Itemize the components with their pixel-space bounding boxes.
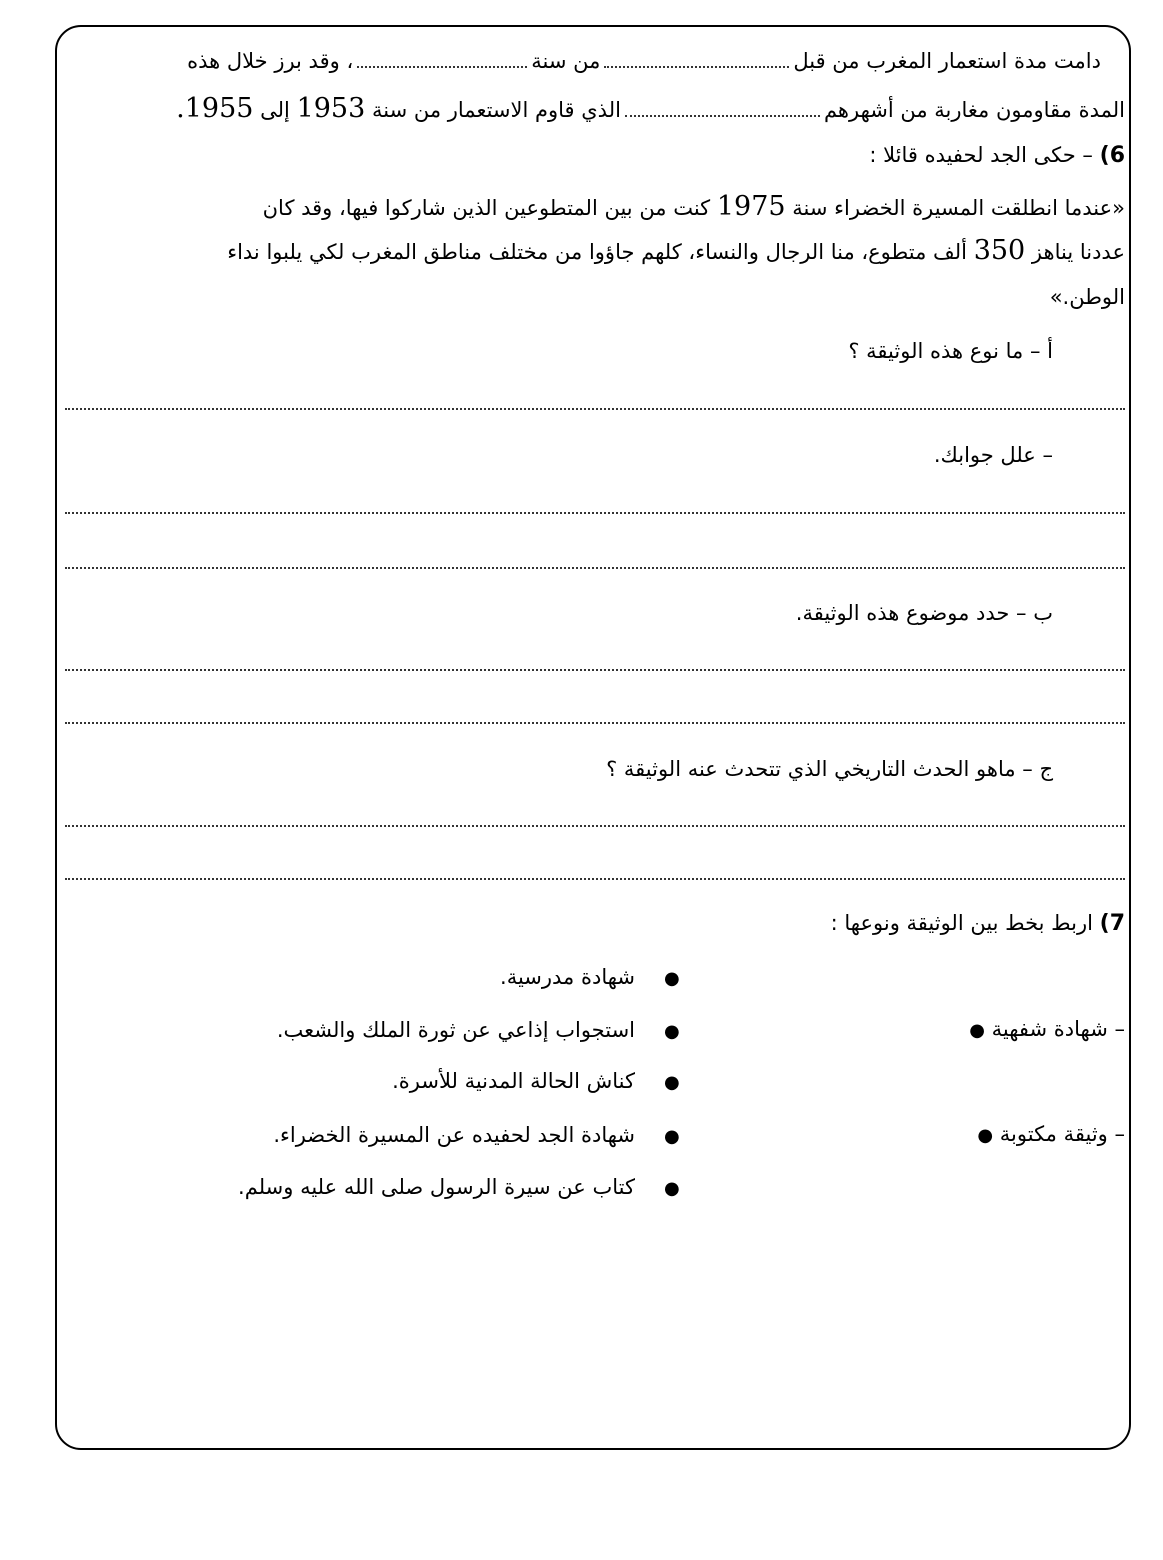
answer-line-a2-1[interactable] bbox=[65, 512, 1125, 514]
sub-question-a: أ – ما نوع هذه الوثيقة ؟ bbox=[848, 339, 1053, 363]
sub-question-a-justify: – علل جوابك. bbox=[933, 443, 1053, 467]
quote-line-1 bbox=[263, 192, 1125, 223]
intro-text-2b: الذي قاوم الاستعمار من سنة bbox=[371, 98, 621, 122]
quote-line-2 bbox=[227, 236, 1125, 267]
doc-bullet-4[interactable]: ● bbox=[664, 1126, 680, 1147]
intro-text-1b: من سنة bbox=[531, 49, 601, 73]
year-end: 1955. bbox=[176, 93, 254, 124]
quote-number: 350 bbox=[973, 235, 1026, 266]
quote-text-1b: كنت من بين المتطوعين الذين شاركوا فيها، وقد كان bbox=[262, 196, 711, 220]
intro-text-1c: ، وقد برز خلال هذه bbox=[187, 49, 354, 73]
intro-text-2a: المدة مقاومون مغاربة من أشهرهم bbox=[823, 98, 1125, 122]
answer-line-c-2[interactable] bbox=[65, 878, 1125, 880]
doc-item-5: كتاب عن سيرة الرسول صلى الله عليه وسلم. bbox=[238, 1175, 635, 1199]
answer-line-b-1[interactable] bbox=[65, 669, 1125, 671]
quote-text-3: الوطن.» bbox=[1049, 285, 1125, 309]
q6-heading bbox=[869, 140, 1125, 171]
quote-text-2a: عددنا يناهز bbox=[1031, 240, 1125, 264]
doc-item-1: شهادة مدرسية. bbox=[500, 965, 635, 989]
intro-text-2to: إلى bbox=[260, 98, 290, 122]
q7-title: اربط بخط بين الوثيقة ونوعها : bbox=[830, 911, 1093, 935]
doc-item-4: شهادة الجد لحفيده عن المسيرة الخضراء. bbox=[273, 1123, 635, 1147]
q7-heading bbox=[831, 908, 1125, 939]
type-bullet-1[interactable]: ● bbox=[969, 1020, 985, 1041]
year-start: 1953 bbox=[296, 93, 366, 124]
doc-bullet-3[interactable]: ● bbox=[664, 1072, 680, 1093]
q6-number: 6) bbox=[1099, 143, 1125, 168]
intro-text-1a: دامت مدة استعمار المغرب من قبل bbox=[793, 49, 1101, 73]
answer-line-b-2[interactable] bbox=[65, 722, 1125, 724]
blank-year[interactable] bbox=[357, 62, 527, 68]
q6-title: – حكى الجد لحفيده قائلا : bbox=[869, 143, 1093, 167]
doc-bullet-2[interactable]: ● bbox=[664, 1021, 680, 1042]
doc-item-2: استجواب إذاعي عن ثورة الملك والشعب. bbox=[276, 1018, 635, 1042]
answer-line-a2-2[interactable] bbox=[65, 567, 1125, 569]
type-written-document bbox=[977, 1119, 1125, 1151]
answer-line-c-1[interactable] bbox=[65, 825, 1125, 827]
quote-text-1a: «عندما انطلقت المسيرة الخضراء سنة bbox=[792, 196, 1125, 220]
intro-line-1 bbox=[187, 46, 1101, 76]
sub-question-b: ب – حدد موضوع هذه الوثيقة. bbox=[795, 601, 1053, 625]
sub-question-c: ج – ماهو الحدث التاريخي الذي تتحدث عنه الوثيقة ؟ bbox=[606, 757, 1053, 781]
doc-bullet-1[interactable]: ● bbox=[664, 968, 680, 989]
type-written-label: – وثيقة مكتوبة bbox=[999, 1122, 1125, 1146]
blank-colonizer[interactable] bbox=[604, 62, 789, 68]
doc-bullet-5[interactable]: ● bbox=[664, 1178, 680, 1199]
answer-line-a[interactable] bbox=[65, 408, 1125, 410]
quote-line-3 bbox=[1050, 282, 1125, 312]
quote-year: 1975 bbox=[716, 191, 786, 222]
type-bullet-2[interactable]: ● bbox=[977, 1125, 994, 1146]
type-oral-testimony bbox=[969, 1014, 1125, 1046]
doc-item-3: كناش الحالة المدنية للأسرة. bbox=[392, 1069, 635, 1093]
type-oral-label: – شهادة شفهية bbox=[991, 1017, 1125, 1041]
quote-text-2b: ألف متطوع، منا الرجال والنساء، كلهم جاؤوا من مختلف مناطق المغرب لكي يلبوا نداء bbox=[227, 240, 967, 264]
blank-resistant[interactable] bbox=[625, 111, 820, 117]
q7-number: 7) bbox=[1099, 911, 1125, 936]
intro-line-2 bbox=[176, 94, 1125, 125]
